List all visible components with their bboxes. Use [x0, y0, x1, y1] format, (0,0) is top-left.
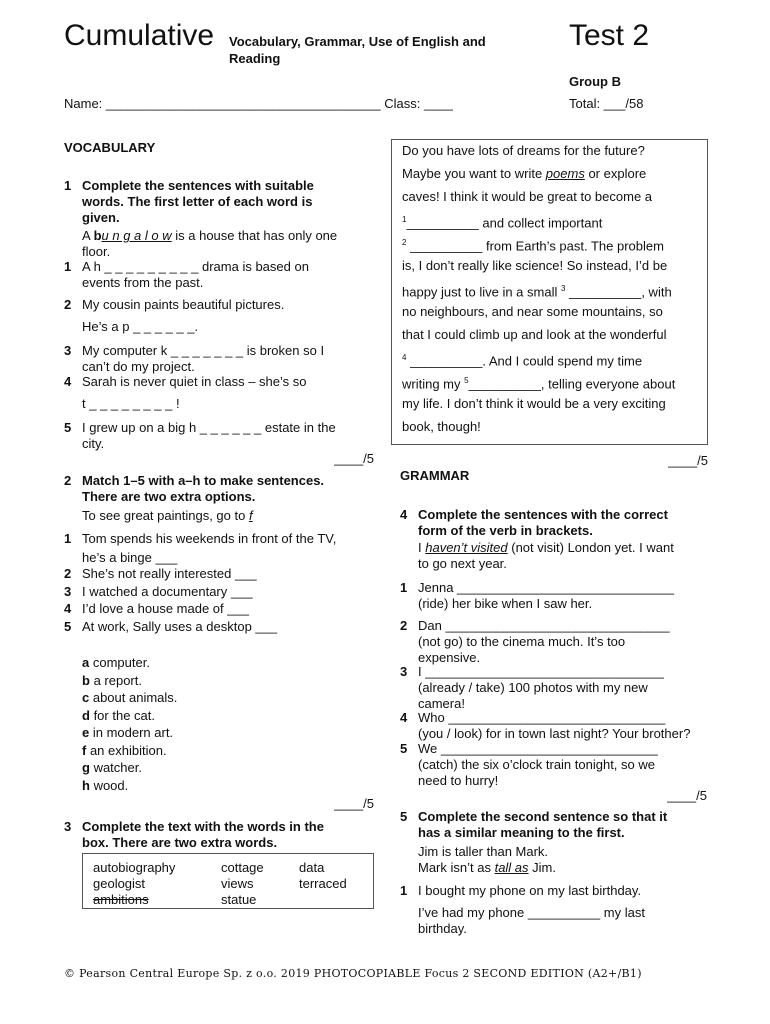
option-a: a computer. — [82, 655, 150, 670]
exercise-5-example: Jim is taller than Mark. Mark isn’t as tall as Jim. — [418, 844, 556, 875]
passage-line-12: my life. I don’t think it would be a very exciting — [402, 396, 666, 411]
passage-line-8: no neighbours, and near some mountains, so — [402, 304, 663, 319]
exercise-4-example: I haven’t visited (not visit) London yet. I want to go next year. — [418, 540, 674, 571]
worksheet-subtitle-line1: Vocabulary, Grammar, Use of English and — [229, 34, 486, 49]
passage-line-11: writing my $^5$__________, telling everyone about — [402, 376, 676, 392]
left-column: VOCABULARY 1 Complete the sentences with suitable words. The first letter of each word is given. A bu n g a l o w is a house that has only one floor. 1 A h _ _ _ _ _ _ _ _ _ drama is based on events from the past. 2 My cousin paints beautiful pictures. He’s a p _ _ _ _ _ _. 3 My computer k _ _ _ _ _ _ _ is broken so I can’t do my project. 4 Sarah is never quiet in class – she’s so t _ _ _ _ _ _ _ _ ! 5 I grew up on a big h _ _ _ _ _ _ estate in the city. ____/5 2 Match 1–5 with a–h to make sentences. There are two extra options. To see great paintings, go to f 1 Tom spends his weekends in front of the TV, he’s a binge ___ 2 She’s not really interested ___ 3 I watched a documentary ___ 4 I’d love a house made of ___ 5 At work, Sally uses a desktop ___ a computer. b a report. c about animals. d for the cat. e in modern art. f an exhibition. g watcher. h wood. ____/5 3 Complete the text with the words in the box. There are two extra words. autobiography geologist ambitions cottage views statue data terraced — [64, 140, 374, 907]
passage-line-9: that I could climb up and look at the wonderful — [402, 327, 667, 342]
option-f: f an exhibition. — [82, 742, 167, 758]
passage-line-7: happy just to live in a small $^3$ __________, with — [402, 284, 672, 300]
passage-line-13: book, though! — [402, 419, 481, 434]
exercise-4-score: ____/5 — [667, 788, 707, 803]
passage-line-2: Maybe you want to write poems or explore — [402, 166, 647, 181]
test-number: Test 2 — [569, 19, 650, 52]
option-e: e in modern art. — [82, 725, 174, 740]
word-col-1: autobiography geologist ambitions — [93, 860, 176, 907]
exercise-2-score: ____/5 — [334, 796, 374, 811]
exercise-1-score: ____/5 — [334, 451, 374, 466]
passage-line-3: caves! I think it would be great to become a — [402, 189, 653, 204]
passage-line-10: $^4$ __________. And I could spend my time — [402, 353, 643, 369]
vocabulary-heading: VOCABULARY — [64, 140, 156, 155]
name-class-line: Name: ______________________________________ Class: ____ — [64, 96, 453, 111]
word-box — [82, 853, 374, 909]
exercise-2-example: To see great paintings, go to f — [82, 508, 253, 523]
option-d: d for the cat. — [82, 707, 155, 723]
option-g: g watcher. — [82, 760, 142, 775]
footer-copyright: © Pearson Central Europe Sp. z o.o. 2019 PHOTOCOPIABLE Focus 2 SECOND EDITION (A2+/B1) — [64, 967, 642, 980]
worksheet-title: Cumulative — [64, 19, 215, 52]
worksheet-subtitle-line2: Reading — [229, 51, 281, 66]
word-col-2: cottage views statue — [221, 860, 264, 907]
right-column: GRAMMAR 4 Complete the sentences with the correct form of the verb in brackets. I haven’t visited (not visit) London yet. I want to go next year. 1 Jenna ______________________________ (ride) her bike when I saw her. 2 Dan _______________________________ (not go) to the cinema much. It’s too expensive. 3 I _________________________________ (already / take) 100 photos with my new camera! 4 Who ______________________________ (you / look) for in town last night? Your brother? 5 We ______________________________ (catch) the six o’clock train tonight, so we need to hurry! ____/5 5 Complete the second sentence so that it has a similar meaning to the first. Jim is taller than Mark. Mark isn’t as tall as Jim. 1 I bought my phone on my last birthday. I’ve had my phone __________ my last birthday. — [400, 0, 725, 1024]
passage-line-1: Do you have lots of dreams for the future? — [402, 143, 645, 158]
option-c: c about animals. — [82, 690, 178, 705]
total-score: Total: ___/58 — [569, 96, 644, 111]
word-col-3: data terraced — [299, 860, 347, 891]
passage-line-5: $^2$ __________ from Earth’s past. The problem — [402, 238, 664, 254]
option-b: b a report. — [82, 672, 142, 688]
exercise-2-options — [82, 655, 374, 795]
option-h: h wood. — [82, 777, 129, 793]
exercise-1-example: A bu n g a l o w is a house that has only one floor. — [82, 228, 338, 259]
passage-line-4: $^1$__________ and collect important — [402, 215, 603, 231]
group-label: Group B — [569, 74, 621, 89]
exercise-3-score: ____/5 — [668, 453, 708, 468]
passage-line-6: is, I don’t really like science! So instead, I’d be — [402, 258, 668, 273]
grammar-heading: GRAMMAR — [400, 468, 470, 483]
